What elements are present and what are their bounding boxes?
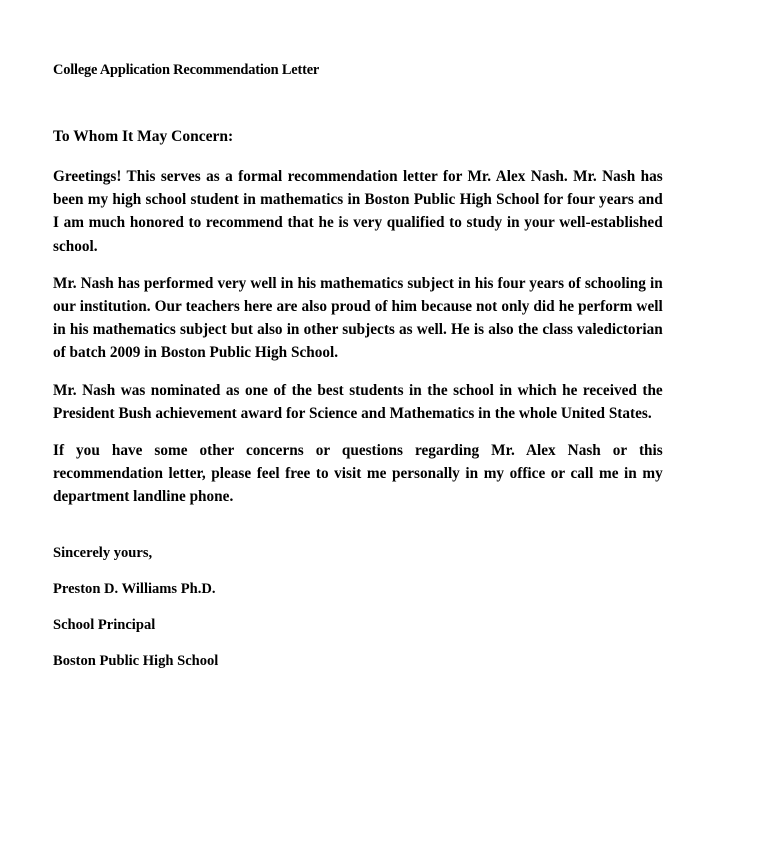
body-paragraph-4: If you have some other concerns or questions regarding Mr. Alex Nash or this recommendation letter, please feel free to visit me personally in my office or call me in my department landline phone. [53,442,663,506]
body-paragraph-1: Greetings! This serves as a formal recommendation letter for Mr. Alex Nash. Mr. Nash has been my high school student in mathematics in Boston Public High School for four years and I am much honored to recommend that he is very qualified to study in your well-established school. [53,168,663,255]
signature-name: Preston D. Williams Ph.D. [53,580,216,597]
signature-organization: Boston Public High School [53,652,219,669]
salutation: To Whom It May Concern: [53,128,234,145]
signature-block [53,509,672,671]
body-paragraph-3: Mr. Nash was nominated as one of the best students in the school in which he received the President Bush achievement award for Science and Mathematics in the whole United States. [53,381,663,422]
signature-position: School Principal [53,616,156,633]
body-paragraph-2: Mr. Nash has performed very well in his mathematics subject in his four years of schooling in our institution. Our teachers here are also proud of him because not only did he perform well in his mathematics subject but also in other subjects as well. He is also the class valedictorian of batch 2009 in Boston Public High School. [53,274,663,362]
signature-closing: Sincerely yours, [53,544,153,561]
letter-content [53,0,672,671]
page-title: College Application Recommendation Letter [53,62,320,78]
